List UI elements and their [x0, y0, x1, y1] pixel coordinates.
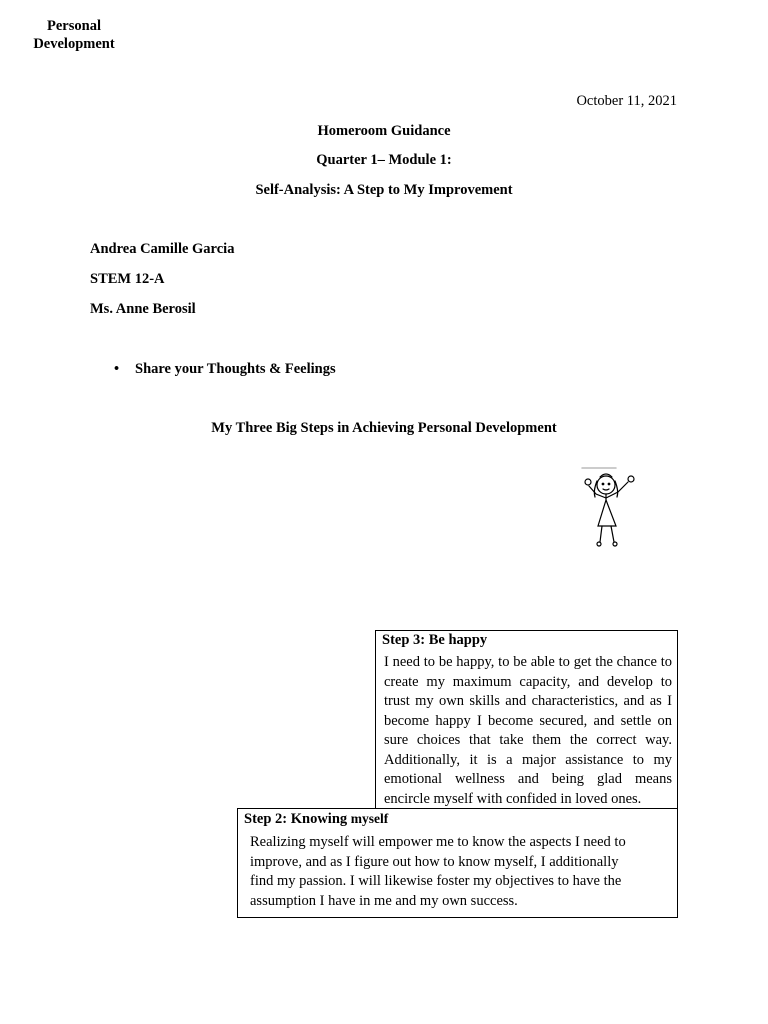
step3-heading: Step 3: Be happy [382, 632, 488, 648]
step2-heading-part2: myself [350, 811, 389, 826]
subject-heading: Homeroom Guidance [317, 123, 451, 139]
teacher-name: Ms. Anne Berosil [90, 301, 196, 317]
activity-label: Share your Thoughts & Feelings [135, 361, 336, 377]
step2-box [237, 808, 678, 918]
step2-line: assumption I have in me and my own success. [250, 892, 518, 909]
personal-development-label-line1: Personal [47, 18, 101, 34]
student-name: Andrea Camille Garcia [90, 241, 235, 257]
personal-development-label-line2: Development [33, 36, 115, 52]
bullet-icon: • [114, 361, 120, 377]
step2-line: improve, and as I figure out how to know myself, I additionally [250, 853, 619, 870]
step2-line: Realizing myself will empower me to know the aspects I need to [250, 834, 626, 850]
staircase-title: My Three Big Steps in Achieving Personal Development [211, 420, 557, 436]
student-section: STEM 12-A [90, 271, 165, 287]
step2-text [250, 833, 670, 911]
personal-development-box [0, 0, 148, 91]
quarter-module-heading: Quarter 1– Module 1: [316, 152, 452, 168]
activity-bullet-item [114, 361, 336, 378]
step2-heading-part1: Step 2: Knowing [244, 811, 348, 827]
step2-line: find my passion. I will likewise foster my objectives to have the [250, 873, 622, 889]
document-title: Self-Analysis: A Step to My Improvement [255, 182, 513, 198]
step2-heading [244, 811, 388, 828]
stick-figure-girl-icon [578, 464, 644, 552]
step3-box [375, 630, 678, 810]
step3-text: I need to be happy, to be able to get the chance to create my maximum capacity, and develop to trust my own skills and characteristics, and as I become happy I become secured, and settle on sure choices that take them the correct way. Additionally, it is a major assistance to my emotional wellness and being glad means encircle myself with confided in loved ones. [384, 654, 672, 807]
date-text: October 11, 2021 [576, 93, 677, 109]
